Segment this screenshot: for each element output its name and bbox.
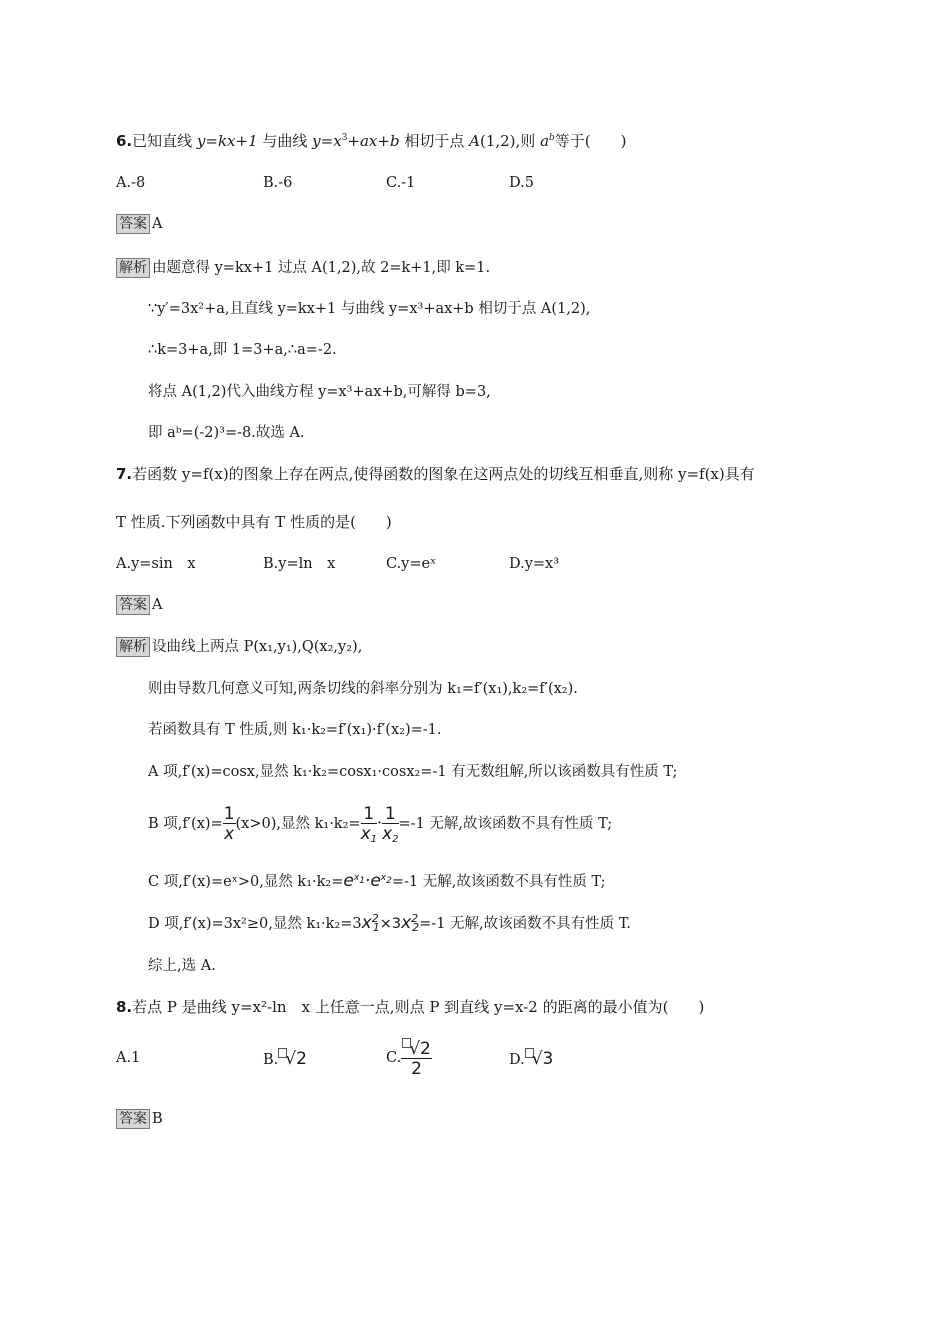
fraction-1-over-x2: $\frac{1}{x_2}$ <box>382 803 399 845</box>
q7-stem-line-1: 7.若函数 y=f(x)的图象上存在两点,使得函数的图象在这两点处的切线互相垂直,则称 y=f(x)具有 <box>116 465 755 483</box>
q7-option-b[interactable]: B.y=ln x <box>263 556 336 572</box>
answer-tag: 答案 <box>116 214 150 234</box>
q7-analysis-line-4: A 项,f′(x)=cosx,显然 k₁·k₂=cosx₁·cosx₂=-1 有无数组解,所以该函数具有性质 T; <box>148 764 678 780</box>
q7-answer: 答案 A <box>116 595 162 615</box>
q6-analysis-line-3: ∴k=3+a,即 1=3+a,∴a=-2. <box>148 342 337 358</box>
q8-stem: 8.若点 P 是曲线 y=x²-ln x 上任意一点,则点 P 到直线 y=x-2 的距离的最小值为( ) <box>116 998 705 1016</box>
q7-option-a[interactable]: A.y=sin x <box>116 556 196 572</box>
q8-option-d[interactable]: D. √3 <box>509 1049 554 1069</box>
q6-stem: 6.已知直线 y=kx+1 与曲线 $y=x^3+ax+b$ 相切于点 A(1,2),则 $a^b$等于( ) <box>116 132 627 150</box>
q6-analysis-line-4: 将点 A(1,2)代入曲线方程 y=x³+ax+b,可解得 b=3, <box>148 384 491 400</box>
answer-tag: 答案 <box>116 1109 150 1129</box>
sqrt-2-over-2: $\frac{√2}{2}$ <box>401 1038 432 1078</box>
sqrt-2: √2 <box>278 1049 307 1069</box>
answer-tag: 答案 <box>116 595 150 615</box>
q7-analysis-line-6: C 项,f′(x)=eˣ>0,显然 $k_1\cdot k_2=e^{x_1}\cdot e^{x_2}=-1$ 无解,故该函数不具有性质 T; <box>148 871 606 891</box>
q7-stem-line-2: T 性质.下列函数中具有 T 性质的是( ) <box>116 513 392 531</box>
fraction-1-over-x1: $\frac{1}{x_1}$ <box>360 803 377 845</box>
exp-product: $e^{x_1}\cdot e^{x_2}$ <box>343 871 392 891</box>
q7-analysis-line-5: B 项,f′(x)= $\frac{1}{x}$ (x>0),显然 k₁·k₂= $\frac{1}{x_1}$ · $\frac{1}{x_2}$ =-1 无解,故该函数不具有性质 T; <box>148 803 613 845</box>
q6-option-a[interactable]: A.-8 <box>116 175 146 191</box>
q6-analysis-line-5: 即 aᵇ=(-2)³=-8.故选 A. <box>148 425 305 441</box>
q8-answer: 答案 B <box>116 1109 163 1129</box>
square-product: $x^2_1$ <box>361 912 380 934</box>
q6-number: 6. <box>116 132 133 150</box>
q7-option-c[interactable]: C.y=eˣ <box>386 556 437 572</box>
q6-answer: 答案 A <box>116 214 162 234</box>
q7-analysis-line-3: 若函数具有 T 性质,则 k₁·k₂=f′(x₁)·f′(x₂)=-1. <box>148 722 442 738</box>
q7-analysis-line-2: 则由导数几何意义可知,两条切线的斜率分别为 k₁=f′(x₁),k₂=f′(x₂). <box>148 681 578 697</box>
fraction-1-over-x: $\frac{1}{x}$ <box>223 803 235 844</box>
q7-number: 7. <box>116 465 133 483</box>
q8-option-c[interactable]: C. $\frac{√2}{2}$ <box>386 1039 431 1079</box>
analysis-tag: 解析 <box>116 637 150 657</box>
q6-option-d[interactable]: D.5 <box>509 175 534 191</box>
q6-option-b[interactable]: B.-6 <box>263 175 293 191</box>
analysis-tag: 解析 <box>116 258 150 278</box>
q7-analysis-line-7: D 项,f′(x)=3x²≥0,显然 $k_1\cdot k_2=3x^2_1\times 3x^2_2=-1$ 无解,故该函数不具有性质 T. <box>148 912 631 934</box>
q6-analysis-line-2: ∵y′=3x²+a,且直线 y=kx+1 与曲线 y=x³+ax+b 相切于点 A(1,2), <box>148 301 591 317</box>
q7-analysis-line-1: 解析 设曲线上两点 P(x₁,y₁),Q(x₂,y₂), <box>116 637 362 657</box>
q8-number: 8. <box>116 998 133 1016</box>
q7-option-d[interactable]: D.y=x³ <box>509 556 560 572</box>
q6-option-c[interactable]: C.-1 <box>386 175 416 191</box>
q8-option-a[interactable]: A.1 <box>116 1050 141 1066</box>
sqrt-3: √3 <box>525 1049 554 1069</box>
q8-option-b[interactable]: B. √2 <box>263 1049 307 1069</box>
q6-analysis-line-1: 解析 由题意得 y=kx+1 过点 A(1,2),故 2=k+1,即 k=1. <box>116 258 490 278</box>
q7-analysis-line-8: 综上,选 A. <box>148 958 216 974</box>
